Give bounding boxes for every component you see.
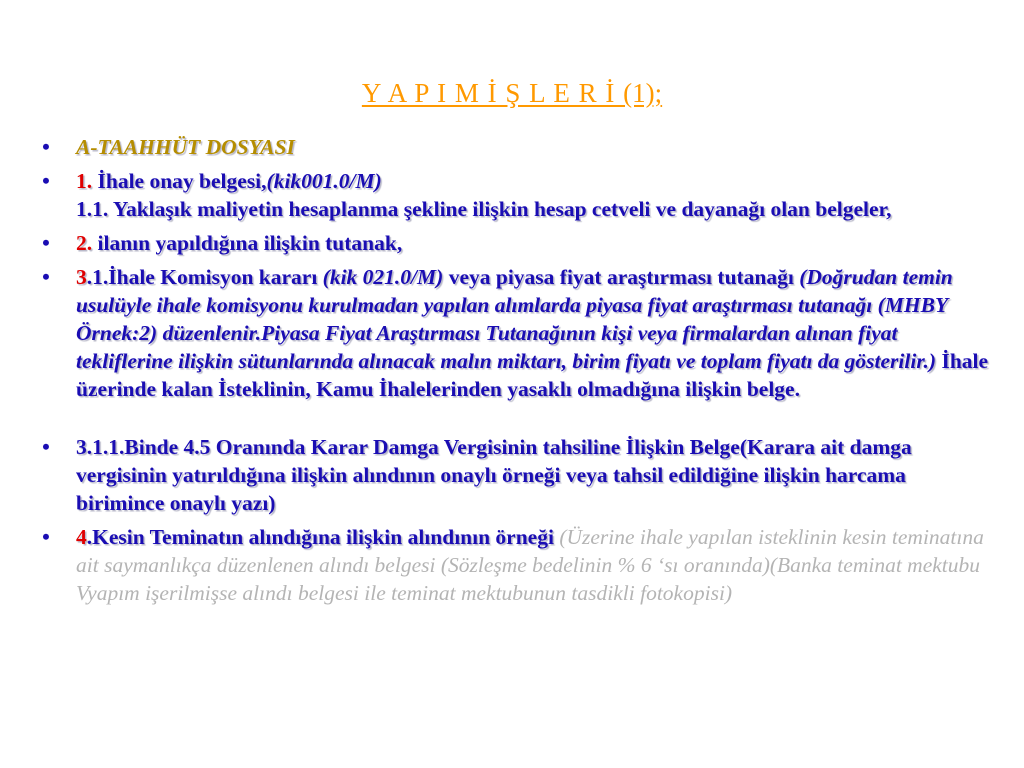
bullet-icon: • (42, 434, 50, 459)
list-item (36, 523, 996, 607)
list-item (36, 229, 996, 257)
item-text: .1.İhale Komisyon kararı (86, 265, 323, 289)
list-item (36, 133, 996, 161)
item-text: ilanın yapıldığına ilişkin tutanak, (92, 231, 403, 255)
item-text: 3.1.1.Binde 4.5 Oranında Karar Damga Vergisinin tahsiline İlişkin Belge(Karara ait damga vergisinin yatırıldığına ilişkin alındının onaylı örneği veya tahsil edildiğine ilişkin harcama birimince onaylı yazı) (76, 435, 912, 515)
item-note: (Üzerine ihale yapılan isteklinin kesin teminatına ait saymanlıkça düzenlenen alındı belgesi (Sözleşme bedelinin % 6 ‘sı oranında)(Banka teminat mektubu Vyapım işerilmişse alındı belgesi ile teminat mektubunun tasdikli fotokopisi) (76, 525, 984, 605)
item-text: İhale üzerinde kalan İsteklinin, Kamu İhalelerinden yasaklı olmadığına ilişkin belge. (76, 349, 989, 401)
item-number: 1. (76, 169, 93, 193)
list-item (36, 433, 996, 517)
list-item (36, 263, 996, 403)
slide-title: Y A P I M İ Ş L E R İ (1); (361, 78, 663, 108)
item-text: İhale onay belgesi, (92, 169, 267, 193)
item-code: (kik 021.0/M) (322, 265, 444, 289)
bullet-icon: • (42, 524, 50, 549)
list-item (36, 167, 996, 223)
bullet-icon: • (42, 134, 50, 159)
bullet-icon: • (42, 264, 50, 289)
bullet-list (36, 133, 996, 613)
item-text: .Kesin Teminatın alındığına ilişkin alındının örneği (86, 525, 560, 549)
item-subtext: 1.1. Yaklaşık maliyetin hesaplanma şekline ilişkin hesap cetveli ve dayanağı olan belgeler, (76, 197, 892, 221)
item-number: 4 (76, 525, 87, 549)
item-number: 3 (76, 265, 87, 289)
bullet-icon: • (42, 168, 50, 193)
item-number: 2. (76, 231, 93, 255)
item-code: (kik001.0/M) (266, 169, 382, 193)
bullet-icon: • (42, 230, 50, 255)
item-note: (Doğrudan temin usulüyle ihale komisyonu kurulmadan yapılan alımlarda piyasa fiyat araştırması tutanağı (MHBY Örnek:2) düzenlenir.Piyasa Fiyat Araştırması Tutanağının kişi veya firmalardan alınan fiyat tekliflerine ilişkin sütunlarında alınacak malın miktarı, birim fiyatı ve toplam fiyatı da gösterilir.) (76, 265, 953, 373)
section-heading: A-TAAHHÜT DOSYASI (76, 135, 295, 159)
item-text: veya piyasa fiyat araştırması tutanağı (443, 265, 800, 289)
